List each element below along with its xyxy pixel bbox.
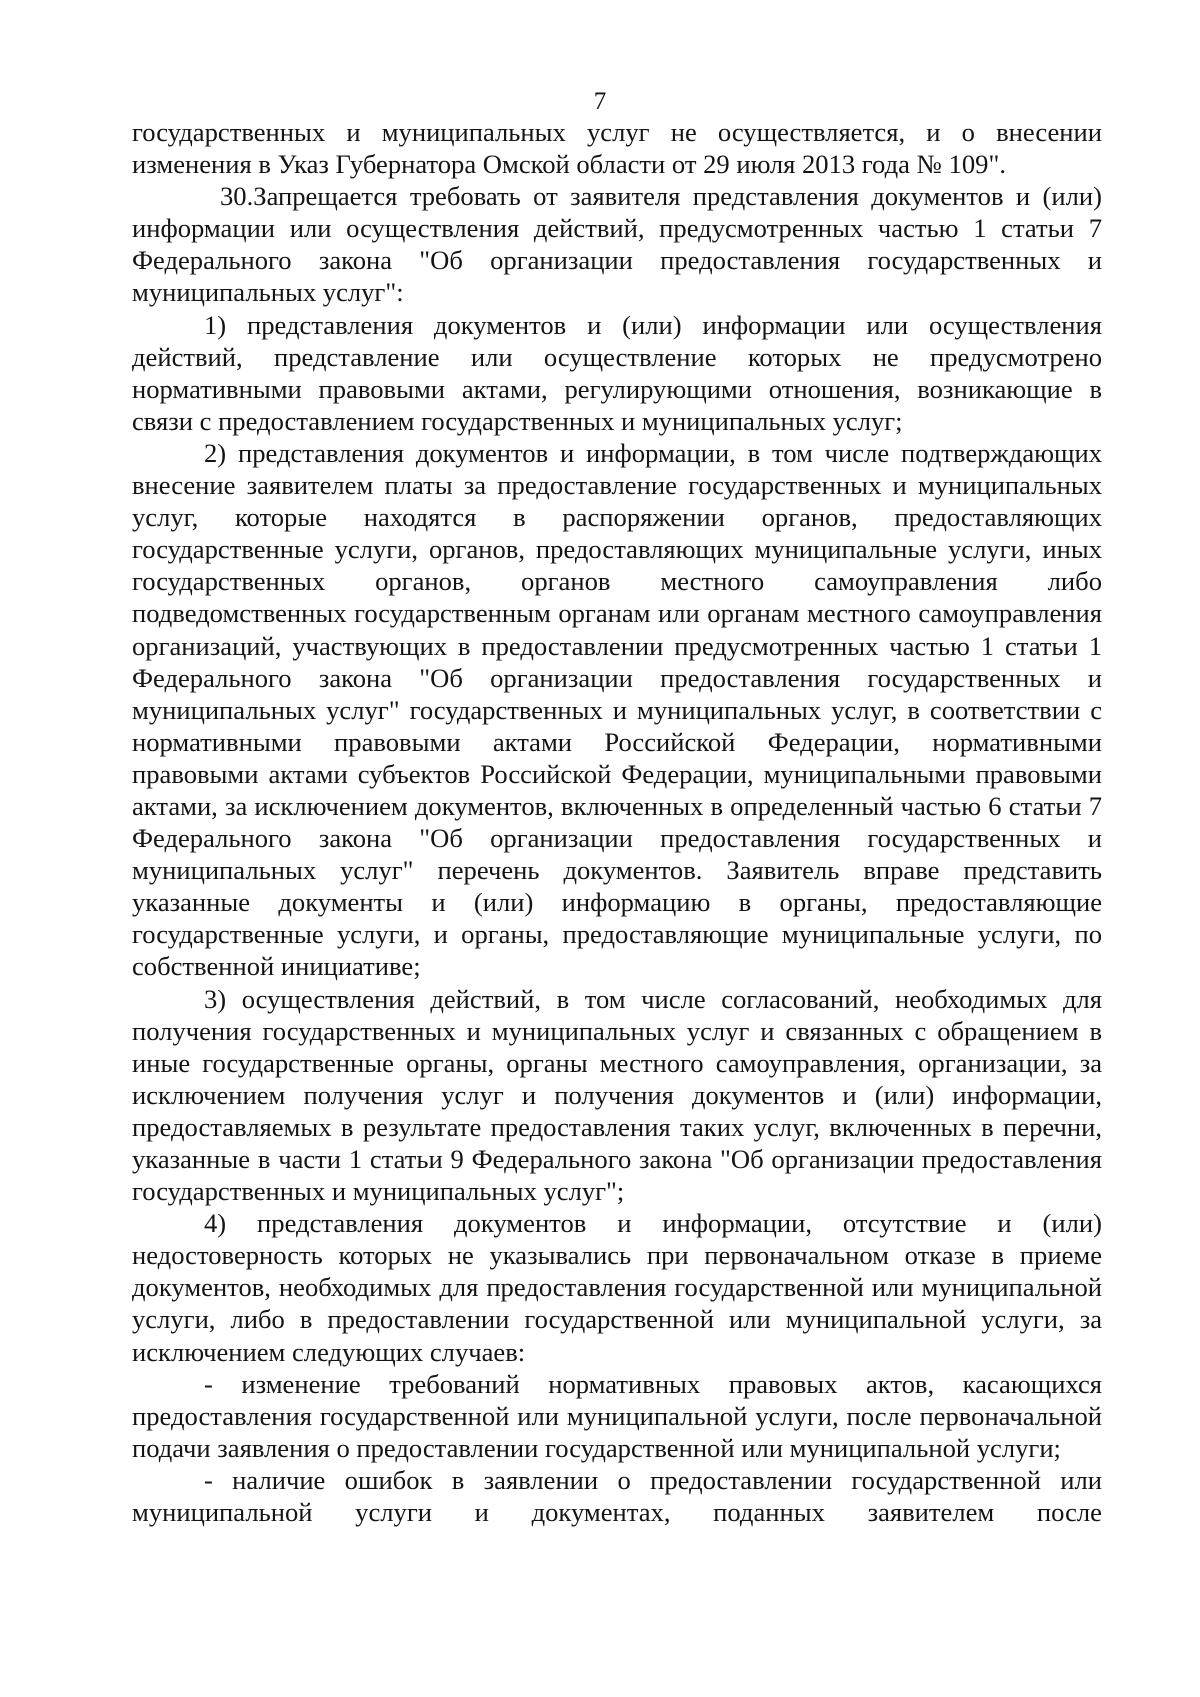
paragraph-case-errors: - наличие ошибок в заявлении о предоставлении государственной или муниципальной услуги и документах, поданных заявителем после: [132, 1464, 1102, 1528]
document-body: [132, 116, 1102, 1528]
paragraph-subitem-4: 4) представления документов и информации, отсутствие и (или) недостоверность которых не указывались при первоначальном отказе в приеме документов, необходимых для предоставления государственной или муниципальной услуги, либо в предоставлении государственной или муниципальной услуги, за исключением следующих случаев:: [132, 1208, 1102, 1367]
paragraph-case-requirements-change: - изменение требований нормативных правовых актов, касающихся предоставления государственной или муниципальной услуги, после первоначальной подачи заявления о предоставлении государственной или муниципальной услуги;: [132, 1368, 1102, 1463]
paragraph-item-30: 30.Запрещается требовать от заявителя представления документов и (или) информации или осуществления действий, предусмотренных частью 1 статьи 7 Федерального закона "Об организации предоставления государственных и муниципальных услуг":: [132, 181, 1102, 308]
paragraph-subitem-2: 2) представления документов и информации, в том числе подтверждающих внесение заявителем платы за предоставление государственных и муниципальных услуг, которые находятся в распоряжении органов, предоставляющих государственные услуги, органов, предоставляющих муниципальные услуги, иных государственных органов, органов местного самоуправления либо подведомственных государственным органам или органам местного самоуправления организаций, участвующих в предоставлении предусмотренных частью 1 статьи 1 Федерального закона "Об организации предоставления государственных и муниципальных услуг" государственных и муниципальных услуг, в соответствии с нормативными правовыми актами Российской Федерации, нормативными правовыми актами субъектов Российской Федерации, муниципальными правовыми актами, за исключением документов, включенных в определенный частью 6 статьи 7 Федерального закона "Об организации предоставления государственных и муниципальных услуг" перечень документов. Заявитель вправе представить указанные документы и (или) информацию в органы, предоставляющие государственные услуги, и органы, предоставляющие муниципальные услуги, по собственной инициативе;: [132, 437, 1102, 982]
paragraph-continuation: государственных и муниципальных услуг не осуществляется, и о внесении изменения в Указ Губернатора Омской области от 29 июля 2013 года № 109".: [132, 117, 1102, 180]
page-number: 7: [593, 88, 607, 115]
paragraph-subitem-3: 3) осуществления действий, в том числе согласований, необходимых для получения государственных и муниципальных услуг и связанных с обращением в иные государственные органы, органы местного самоуправления, организации, за исключением получения услуг и получения документов и (или) информации, предоставляемых в результате предоставления таких услуг, включенных в перечни, указанные в части 1 статьи 9 Федерального закона "Об организации предоставления государственных и муниципальных услуг";: [132, 983, 1102, 1207]
paragraph-subitem-1: 1) представления документов и (или) информации или осуществления действий, представление или осуществление которых не предусмотрено нормативными правовыми актами, регулирующими отношения, возникающие в связи с предоставлением государственных и муниципальных услуг;: [132, 309, 1102, 436]
